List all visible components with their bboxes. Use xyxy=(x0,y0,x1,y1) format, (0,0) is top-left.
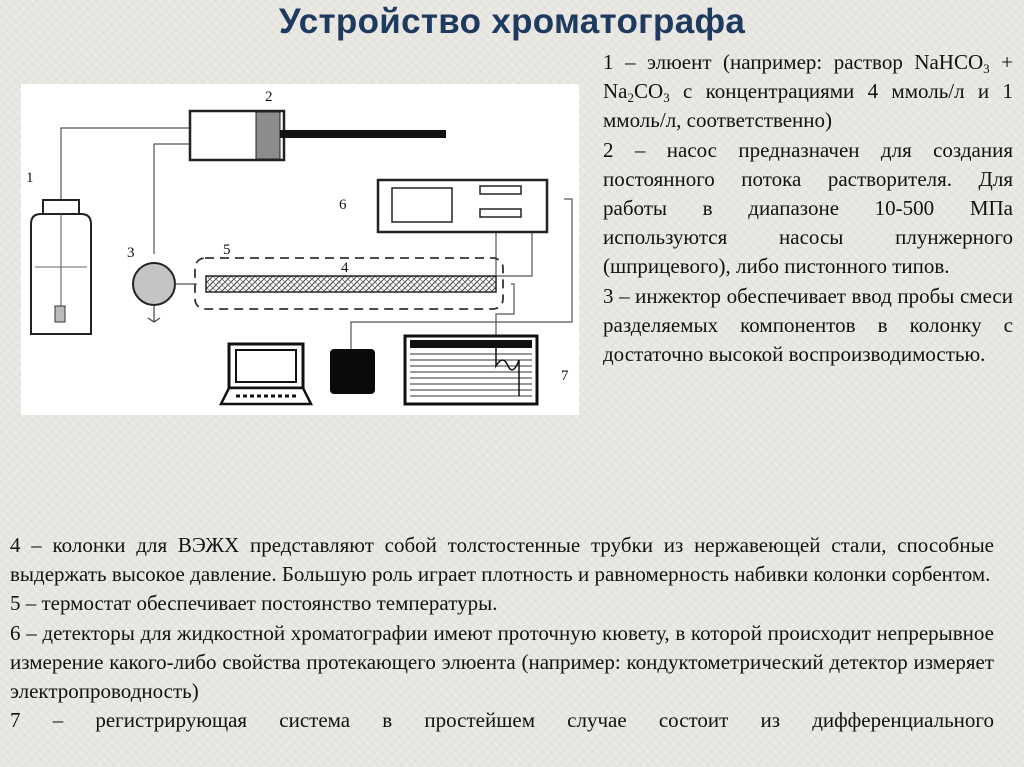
computer-icon xyxy=(221,344,311,404)
label-7: 7 xyxy=(561,368,569,384)
item-4-column: 4 – колонки для ВЭЖХ представляют собой толстостенные трубки из нержавеющей стали, способные выдержать высокое давление. Большую роль играет плотность и равномерность набивки колонки сорбентом. xyxy=(10,533,994,587)
column xyxy=(206,276,496,292)
label-1: 1 xyxy=(26,170,34,186)
item-2-pump: 2 – насос предназначен для создания постоянного потока растворителя. Для работы в диапазоне 10-500 МПа используются насосы плунжерного (шприцевого), либо пистонного типов. xyxy=(603,137,1013,279)
injector xyxy=(133,263,197,322)
controller-box xyxy=(330,349,375,394)
item-6-detector: 6 – детекторы для жидкостной хроматографии имеют проточную кювету, в которой происходит непрерывное измерение какого-либо свойства протекающего элюента (например: кондуктометрический детектор измеряет электропроводность) xyxy=(10,620,994,704)
detector xyxy=(378,180,547,232)
description-bottom xyxy=(10,531,994,735)
label-5: 5 xyxy=(223,242,231,258)
item-7-recorder: 7 – регистрирующая система в простейшем случае состоит из дифференциального xyxy=(10,708,994,733)
item-5-thermostat: 5 – термостат обеспечивает постоянство температуры. xyxy=(10,591,498,616)
chromatograph-diagram xyxy=(21,84,579,415)
recorder xyxy=(405,336,537,404)
item-1-eluent: 1 – элюент (например: раствор NaHCO$_3$ + $Na_2CO_3$ с концентрациями 4 ммоль/л и 1 ммоль/л, соответственно) xyxy=(603,50,1013,133)
page-title: Устройство хроматографа xyxy=(278,2,746,41)
tubing-lines xyxy=(61,128,572,349)
label-4: 4 xyxy=(341,260,349,276)
description-right xyxy=(603,48,1013,369)
label-2: 2 xyxy=(265,89,273,105)
eluent-bottle xyxy=(31,200,91,334)
item-3-injector: 3 – инжектор обеспечивает ввод пробы смеси разделяемых компонентов в колонку с достаточно высокой воспроизводимостью. xyxy=(603,283,1013,367)
label-3: 3 xyxy=(127,245,135,261)
label-6: 6 xyxy=(339,197,347,213)
pump xyxy=(190,111,446,160)
